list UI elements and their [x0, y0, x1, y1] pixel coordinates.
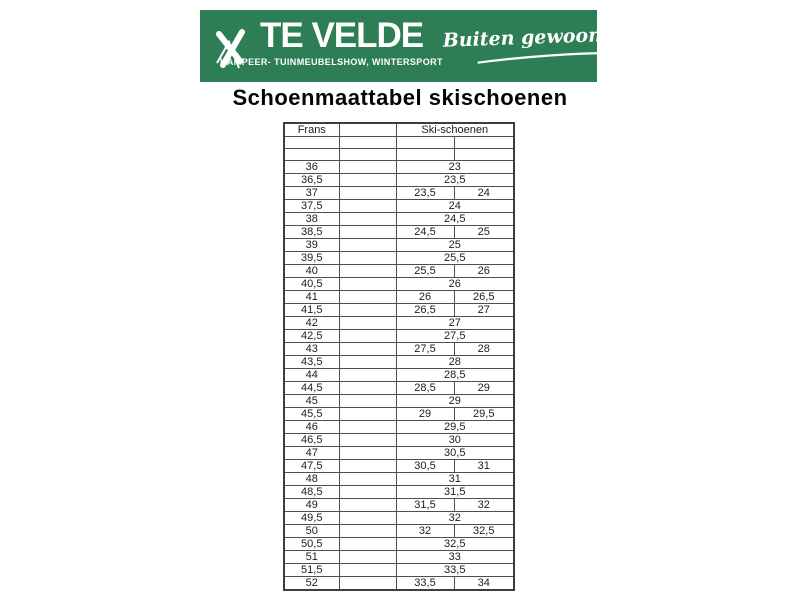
ski-size-cell-merged: 32 — [396, 512, 514, 525]
table-row — [284, 512, 514, 525]
ski-size-cell-right: 32 — [454, 499, 514, 512]
ski-size-cell-merged: 31 — [396, 473, 514, 486]
spacer-cell — [339, 538, 396, 551]
table-row — [284, 369, 514, 382]
frans-size-cell: 38 — [284, 213, 339, 226]
table-row — [284, 343, 514, 356]
frans-size-cell: 47 — [284, 447, 339, 460]
frans-size-cell: 43,5 — [284, 356, 339, 369]
spacer-cell — [339, 265, 396, 278]
spacer-cell — [339, 161, 396, 174]
table-row — [284, 434, 514, 447]
ski-size-cell-right: 26,5 — [454, 291, 514, 304]
spacer-cell — [339, 174, 396, 187]
header-row — [284, 123, 514, 137]
spacer-cell — [339, 525, 396, 538]
frans-size-cell: 50 — [284, 525, 339, 538]
empty-cell — [454, 137, 514, 149]
spacer-cell — [339, 330, 396, 343]
empty-cell — [396, 137, 454, 149]
table-row — [284, 356, 514, 369]
ski-size-cell-merged: 33 — [396, 551, 514, 564]
table-row — [284, 486, 514, 499]
frans-size-cell: 46,5 — [284, 434, 339, 447]
ski-size-cell-right: 24 — [454, 187, 514, 200]
frans-size-cell: 47,5 — [284, 460, 339, 473]
ski-size-cell-merged: 25,5 — [396, 252, 514, 265]
ski-size-cell-merged: 26 — [396, 278, 514, 291]
frans-size-cell: 45 — [284, 395, 339, 408]
ski-size-cell-right: 26 — [454, 265, 514, 278]
spacer-cell — [339, 291, 396, 304]
frans-size-cell: 45,5 — [284, 408, 339, 421]
spacer-cell — [339, 395, 396, 408]
ski-size-cell-right: 34 — [454, 577, 514, 591]
page-title: Schoenmaattabel skischoenen — [232, 85, 568, 110]
table-row — [284, 226, 514, 239]
brand-block — [212, 17, 443, 76]
frans-size-cell: 40 — [284, 265, 339, 278]
frans-size-cell: 44 — [284, 369, 339, 382]
spacer-cell — [339, 369, 396, 382]
ski-size-cell-right: 29 — [454, 382, 514, 395]
spacer-cell — [339, 304, 396, 317]
table-row — [284, 291, 514, 304]
frans-size-cell: 49,5 — [284, 512, 339, 525]
table-row — [284, 304, 514, 317]
ski-size-cell-merged: 25 — [396, 239, 514, 252]
ski-size-cell-left: 27,5 — [396, 343, 454, 356]
spacer-cell — [339, 434, 396, 447]
ski-size-cell-right: 25 — [454, 226, 514, 239]
table-row — [284, 499, 514, 512]
spacer-cell — [339, 499, 396, 512]
spacer-cell — [339, 356, 396, 369]
frans-size-cell: 43 — [284, 343, 339, 356]
frans-size-cell: 50,5 — [284, 538, 339, 551]
frans-size-cell: 51,5 — [284, 564, 339, 577]
size-table-body — [284, 137, 514, 591]
size-table-container — [283, 122, 515, 591]
frans-size-cell: 36,5 — [284, 174, 339, 187]
empty-row — [284, 137, 514, 149]
spacer-cell — [339, 187, 396, 200]
table-row — [284, 317, 514, 330]
frans-size-cell: 42,5 — [284, 330, 339, 343]
ski-size-cell-merged: 28,5 — [396, 369, 514, 382]
ski-size-cell-left: 29 — [396, 408, 454, 421]
ski-size-cell-merged: 23,5 — [396, 174, 514, 187]
spacer-cell — [339, 551, 396, 564]
ski-size-cell-right: 31 — [454, 460, 514, 473]
empty-cell — [396, 149, 454, 161]
spacer-cell — [339, 486, 396, 499]
slogan-text: Buiten gewoon goed — [442, 21, 661, 52]
empty-cell — [339, 149, 396, 161]
empty-cell — [454, 149, 514, 161]
col-header-frans: Frans — [284, 123, 339, 137]
spacer-cell — [339, 473, 396, 486]
ski-size-cell-merged: 30 — [396, 434, 514, 447]
ski-size-cell-merged: 24 — [396, 200, 514, 213]
frans-size-cell: 37,5 — [284, 200, 339, 213]
table-row — [284, 551, 514, 564]
spacer-cell — [339, 252, 396, 265]
ski-size-cell-merged: 27 — [396, 317, 514, 330]
ski-size-cell-merged: 24,5 — [396, 213, 514, 226]
frans-size-cell: 36 — [284, 161, 339, 174]
frans-size-cell: 37 — [284, 187, 339, 200]
empty-row — [284, 149, 514, 161]
ski-size-cell-left: 31,5 — [396, 499, 454, 512]
table-row — [284, 564, 514, 577]
frans-size-cell: 48 — [284, 473, 339, 486]
col-header-ski: Ski-schoenen — [396, 123, 514, 137]
spacer-cell — [339, 200, 396, 213]
ski-size-cell-left: 26,5 — [396, 304, 454, 317]
crossed-skis-mountain-icon — [212, 25, 252, 76]
ski-size-cell-right: 28 — [454, 343, 514, 356]
frans-size-cell: 41,5 — [284, 304, 339, 317]
spacer-cell — [339, 512, 396, 525]
spacer-cell — [339, 382, 396, 395]
ski-size-cell-left: 28,5 — [396, 382, 454, 395]
frans-size-cell: 44,5 — [284, 382, 339, 395]
spacer-cell — [339, 421, 396, 434]
frans-size-cell: 38,5 — [284, 226, 339, 239]
ski-size-cell-left: 30,5 — [396, 460, 454, 473]
frans-size-cell: 39 — [284, 239, 339, 252]
size-table — [283, 122, 515, 591]
frans-size-cell: 42 — [284, 317, 339, 330]
frans-size-cell: 39,5 — [284, 252, 339, 265]
ski-size-cell-right: 29,5 — [454, 408, 514, 421]
table-row — [284, 239, 514, 252]
ski-size-cell-merged: 31,5 — [396, 486, 514, 499]
ski-size-cell-left: 32 — [396, 525, 454, 538]
frans-size-cell: 51 — [284, 551, 339, 564]
empty-cell — [284, 137, 339, 149]
ski-size-cell-left: 26 — [396, 291, 454, 304]
table-row — [284, 395, 514, 408]
table-row — [284, 213, 514, 226]
table-row — [284, 382, 514, 395]
spacer-cell — [339, 343, 396, 356]
frans-size-cell: 48,5 — [284, 486, 339, 499]
table-row — [284, 200, 514, 213]
spacer-cell — [339, 239, 396, 252]
spacer-cell — [339, 226, 396, 239]
table-row — [284, 421, 514, 434]
ski-size-cell-merged: 23 — [396, 161, 514, 174]
slogan-block — [442, 22, 661, 71]
frans-size-cell: 41 — [284, 291, 339, 304]
ski-size-cell-merged: 33,5 — [396, 564, 514, 577]
spacer-cell — [339, 278, 396, 291]
table-row — [284, 174, 514, 187]
ski-size-cell-merged: 29,5 — [396, 421, 514, 434]
ski-size-cell-merged: 29 — [396, 395, 514, 408]
ski-size-cell-merged: 30,5 — [396, 447, 514, 460]
spacer-cell — [339, 317, 396, 330]
ski-size-cell-merged: 32,5 — [396, 538, 514, 551]
spacer-cell — [339, 564, 396, 577]
table-row — [284, 408, 514, 421]
table-row — [284, 252, 514, 265]
frans-size-cell: 46 — [284, 421, 339, 434]
spacer-cell — [339, 213, 396, 226]
frans-size-cell: 49 — [284, 499, 339, 512]
table-row — [284, 577, 514, 591]
ski-size-cell-merged: 28 — [396, 356, 514, 369]
table-row — [284, 447, 514, 460]
ski-size-cell-left: 25,5 — [396, 265, 454, 278]
table-row — [284, 278, 514, 291]
table-row — [284, 187, 514, 200]
ski-size-cell-left: 24,5 — [396, 226, 454, 239]
spacer-cell — [339, 447, 396, 460]
table-row — [284, 460, 514, 473]
table-row — [284, 161, 514, 174]
brand-banner — [200, 10, 661, 82]
spacer-cell — [339, 577, 396, 591]
ski-size-cell-left: 23,5 — [396, 187, 454, 200]
table-row — [284, 538, 514, 551]
ski-size-cell-right: 27 — [454, 304, 514, 317]
ski-size-cell-right: 32,5 — [454, 525, 514, 538]
brand-name: TE VELDE — [260, 15, 424, 55]
empty-cell — [284, 149, 339, 161]
brand-subtitle: KAMPEER- TUINMEUBELSHOW, WINTERSPORT — [220, 56, 443, 67]
table-row — [284, 525, 514, 538]
col-header-spacer — [339, 123, 396, 137]
frans-size-cell: 40,5 — [284, 278, 339, 291]
ski-size-cell-merged: 27,5 — [396, 330, 514, 343]
spacer-cell — [339, 460, 396, 473]
table-row — [284, 473, 514, 486]
table-row — [284, 330, 514, 343]
spacer-cell — [339, 408, 396, 421]
empty-cell — [339, 137, 396, 149]
table-row — [284, 265, 514, 278]
ski-size-cell-left: 33,5 — [396, 577, 454, 591]
frans-size-cell: 52 — [284, 577, 339, 591]
